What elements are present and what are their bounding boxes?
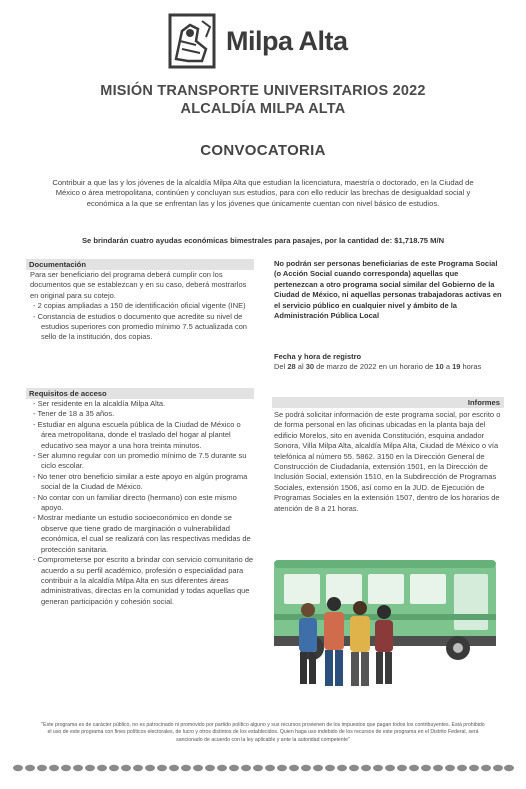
intro-paragraph: Contribuir a que las y los jóvenes de la alcaldía Milpa Alta que estudian la licenciatura, maestría o doctorado, en la Ciudad de México o área metropolitana, continúen y concluyan sus estudios, para con ello reducir las brechas de desigualdad social y económica a la que se enfrentan las y los jóvenes que únicamente cuentan con nivel básico de estudios. <box>52 178 474 208</box>
list-item: - Ser residente en la alcaldía Milpa Alta. <box>30 399 254 409</box>
list-item: - 2 copias ampliadas a 150 de identificación oficial vigente (INE) <box>30 301 254 311</box>
list-item: - Estudiar en alguna escuela pública de la Ciudad de México o área metropolitana, donde el traslado del hogar al plantel educativo sea mayor a una hora treinta minutos. <box>30 420 254 451</box>
registro-dates: Del 28 al 30 de marzo de 2022 en un horario de 10 a 19 horas <box>274 362 482 372</box>
documentacion-header-label: Documentación <box>29 260 86 269</box>
documentacion-intro: Para ser beneficiario del programa deberá cumplir con los documentos que se establezcan y en su caso, deberá mostrarlos en original para su cotejo. <box>30 270 247 300</box>
page-title-line1: MISIÓN TRANSPORTE UNIVERSITARIOS 2022 <box>100 83 426 99</box>
page-title-line2: ALCALDÍA MILPA ALTA <box>180 101 346 117</box>
requisitos-header <box>26 388 254 399</box>
bus-students-illustration <box>268 548 504 694</box>
informes-text: Se podrá solicitar información de este programa social, por escrito o de forma personal en las oficinas ubicadas en la planta baja del edificio Morelos, sito en avenida Constitución, esquina andador Sonora, Villa Milpa Alta, alcaldía Milpa Alta, Ciudad de México o vía telefónica al número 55. 5862. 3150 en la Dirección General de Construcción de Ciudadanía, extensión 1501, en la Dirección de Inclusión Social, extensión 1510, en la Subdirección de Programas Sociales, extensión 1506, así como en la JUD. de Ejecución de Programas Sociales en la extensión 1507, dentro de los horarios de atención de 8 a 21 horas. <box>274 410 501 513</box>
requisitos-list <box>30 399 254 607</box>
no-beneficiarios-notice: No podrán ser personas beneficiarias de este Programa Social (o Acción Social cuando corresponda) aquellas que pertenezcan a otro programa social similar del Gobierno de la Ciudad de México, ni aquellas personas trabajadoras activas en el servicio público en cualquier nivel y ámbito de la Administración Pública Local <box>274 259 502 321</box>
decorative-border-pattern <box>12 763 514 773</box>
logo-wordmark: Milpa Alta <box>226 25 348 56</box>
list-item: - No contar con un familiar directo (hermano) con este mismo apoyo. <box>30 493 254 514</box>
documentacion-list <box>30 301 254 343</box>
section-title: CONVOCATORIA <box>200 142 326 159</box>
legal-footnote: "Este programa es de carácter público, no es patrocinado ni promovido por partido político alguno y sus recursos provienen de los impuestos que pagan todos los contribuyentes. Está prohibido el uso de este programa con fines políticos electorales, de lucro y otros distintos de los establecidos. Quien haga uso indebido de los recursos de este programa en el Distrito Federal, será sancionado de acuerdo con la ley aplicable y ante la autoridad competente" <box>41 722 485 743</box>
documentacion-section <box>30 270 254 343</box>
list-item: - Tener de 18 a 35 años. <box>30 409 254 419</box>
documentacion-header <box>26 259 254 270</box>
aid-amount-line: Se brindarán cuatro ayudas económicas bimestrales para pasajes, por la cantidad de: $1,718.75 M/N <box>81 236 445 245</box>
requisitos-header-label: Requisitos de acceso <box>29 389 107 398</box>
list-item: - Ser alumno regular con un promedio mínimo de 7.5 durante su ciclo escolar. <box>30 451 254 472</box>
list-item: - Mostrar mediante un estudio socioeconómico en donde se observe que tiene grado de marginación o vulnerabilidad económica, el cual se realizará con las respectivas medidas de protección sanitaria. <box>30 513 254 555</box>
requisitos-section <box>30 399 254 607</box>
informes-header <box>272 397 504 408</box>
milpa-alta-emblem-icon <box>166 11 218 71</box>
informes-header-label: Informes <box>467 398 500 407</box>
milpa-alta-logo <box>166 10 366 72</box>
registro-section <box>274 352 504 373</box>
list-item: - No tener otro beneficio similar a este apoyo en algún programa social de la Ciudad de México. <box>30 472 254 493</box>
list-item: - Comprometerse por escrito a brindar con servicio comunitario de acuerdo a su perfil académico, profesión o especialidad para contribuir a la alcaldía Milpa Alta en sus diferentes áreas administrativas, directas en la comunidad y todas aquellas que generan participación y cohesión social. <box>30 555 254 607</box>
list-item: - Constancia de estudios o documento que acredite su nivel de estudios superiores con promedio mínimo 7.5 actualizada con sello de la institución, dos copias. <box>30 312 254 343</box>
registro-title: Fecha y hora de registro <box>274 352 362 361</box>
